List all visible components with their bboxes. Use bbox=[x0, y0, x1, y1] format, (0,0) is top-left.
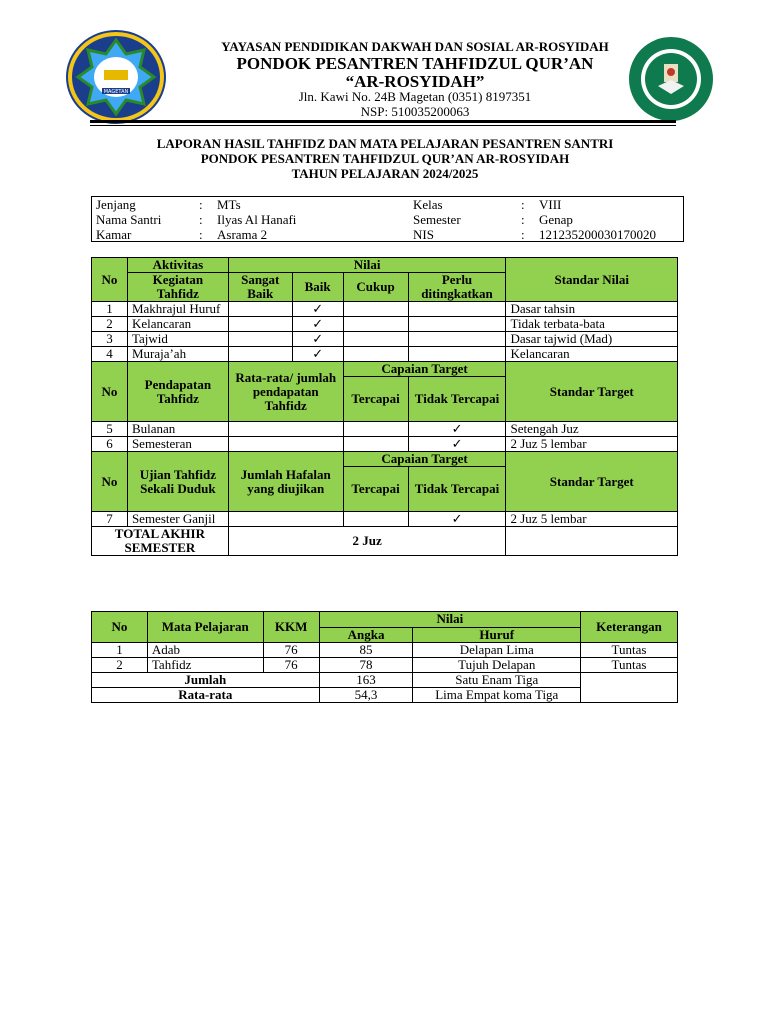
col-nilai: Nilai bbox=[228, 258, 506, 273]
table-row bbox=[92, 347, 678, 362]
row-huruf: Tujuh Delapan bbox=[413, 658, 581, 673]
value-semester: Genap bbox=[539, 212, 573, 227]
col-huruf: Huruf bbox=[413, 627, 581, 643]
jumlah-row bbox=[92, 673, 678, 688]
row-keterangan: Tuntas bbox=[581, 658, 678, 673]
row-standar: 2 Juz 5 lembar bbox=[506, 512, 678, 527]
table-row bbox=[92, 437, 678, 452]
row-kkm: 76 bbox=[263, 643, 319, 658]
row-pendapatan: Semesteran bbox=[127, 437, 228, 452]
svg-text:MAGETAN: MAGETAN bbox=[103, 89, 129, 95]
col-keterangan: Keterangan bbox=[581, 612, 678, 643]
total-value: 2 Juz bbox=[228, 527, 506, 556]
col-no: No bbox=[92, 452, 128, 512]
row-standar: Dasar tajwid (Mad) bbox=[506, 332, 678, 347]
col-no: No bbox=[92, 362, 128, 422]
col-sangat-baik: Sangat Baik bbox=[228, 273, 292, 302]
pesantren-name-quote: “AR-ROSYIDAH” bbox=[345, 72, 485, 91]
row-mapel: Adab bbox=[147, 643, 263, 658]
value-jenjang: MTs bbox=[217, 197, 241, 212]
sep: : bbox=[199, 212, 203, 227]
pesantren-name: PONDOK PESANTREN TAHFIDZUL QUR’AN bbox=[236, 54, 594, 73]
rata-label: Rata-rata bbox=[92, 688, 320, 703]
col-no: No bbox=[92, 612, 148, 643]
row-no: 4 bbox=[92, 347, 128, 362]
student-info-box bbox=[91, 196, 684, 242]
total-label: TOTAL AKHIR SEMESTER bbox=[92, 527, 229, 556]
sep: : bbox=[521, 197, 525, 212]
header-divider-thin bbox=[90, 125, 676, 126]
row-no: 1 bbox=[92, 643, 148, 658]
col-baik: Baik bbox=[292, 273, 343, 302]
tahfidz-table bbox=[91, 257, 678, 556]
col-kkm: KKM bbox=[263, 612, 319, 643]
table-row bbox=[92, 658, 678, 673]
table-row bbox=[92, 643, 678, 658]
table-row bbox=[92, 332, 678, 347]
sep: : bbox=[521, 227, 525, 242]
row-kegiatan: Tajwid bbox=[127, 332, 228, 347]
label-nama: Nama Santri bbox=[96, 212, 162, 227]
col-mapel: Mata Pelajaran bbox=[147, 612, 263, 643]
col-aktivitas: Aktivitas bbox=[127, 258, 228, 273]
label-semester: Semester bbox=[413, 212, 461, 227]
row-no: 3 bbox=[92, 332, 128, 347]
row-kegiatan: Muraja’ah bbox=[127, 347, 228, 362]
row-standar: Setengah Juz bbox=[506, 422, 678, 437]
sep: : bbox=[521, 212, 525, 227]
header-divider bbox=[90, 120, 676, 123]
check-icon: ✓ bbox=[292, 317, 343, 332]
row-mapel: Tahfidz bbox=[147, 658, 263, 673]
row-kegiatan: Makhrajul Huruf bbox=[127, 302, 228, 317]
jumlah-huruf: Satu Enam Tiga bbox=[413, 673, 581, 688]
row-kkm: 76 bbox=[263, 658, 319, 673]
row-angka: 85 bbox=[319, 643, 413, 658]
col-tidak-tercapai: Tidak Tercapai bbox=[408, 377, 506, 422]
col-standar-target: Standar Target bbox=[506, 362, 678, 422]
row-angka: 78 bbox=[319, 658, 413, 673]
academic-year: TAHUN PELAJARAN 2024/2025 bbox=[291, 166, 479, 181]
row-pendapatan: Bulanan bbox=[127, 422, 228, 437]
label-nis: NIS bbox=[413, 227, 434, 242]
col-tercapai: Tercapai bbox=[343, 377, 408, 422]
row-standar: Dasar tahsin bbox=[506, 302, 678, 317]
check-icon: ✓ bbox=[292, 332, 343, 347]
col-no: No bbox=[92, 258, 128, 302]
table-row bbox=[92, 422, 678, 437]
row-huruf: Delapan Lima bbox=[413, 643, 581, 658]
row-no: 7 bbox=[92, 512, 128, 527]
col-angka: Angka bbox=[319, 627, 413, 643]
row-standar: 2 Juz 5 lembar bbox=[506, 437, 678, 452]
col-capaian: Capaian Target bbox=[343, 362, 506, 377]
value-kelas: VIII bbox=[539, 197, 562, 212]
row-standar: Tidak terbata-bata bbox=[506, 317, 678, 332]
value-nis: 121235200030170020 bbox=[539, 227, 656, 242]
row-ujian: Semester Ganjil bbox=[127, 512, 228, 527]
row-no: 2 bbox=[92, 317, 128, 332]
col-tercapai: Tercapai bbox=[343, 467, 408, 512]
jumlah-angka: 163 bbox=[319, 673, 413, 688]
address: Jln. Kawi No. 24B Magetan (0351) 8197351 bbox=[298, 89, 532, 104]
col-pendapatan: Pendapatan Tahfidz bbox=[127, 362, 228, 422]
rata-huruf: Lima Empat koma Tiga bbox=[413, 688, 581, 703]
col-perlu: Perlu ditingkatkan bbox=[408, 273, 506, 302]
mapel-table bbox=[91, 611, 678, 703]
col-capaian: Capaian Target bbox=[343, 452, 506, 467]
check-icon: ✓ bbox=[408, 437, 506, 452]
nsp: NSP: 510035200063 bbox=[360, 104, 470, 119]
value-kamar: Asrama 2 bbox=[217, 227, 268, 242]
col-rata: Rata-rata/ jumlah pendapatan Tahfidz bbox=[228, 362, 343, 422]
table-row bbox=[92, 512, 678, 527]
check-icon: ✓ bbox=[292, 302, 343, 317]
row-no: 5 bbox=[92, 422, 128, 437]
label-jenjang: Jenjang bbox=[96, 197, 136, 212]
col-nilai: Nilai bbox=[319, 612, 580, 628]
table-row bbox=[92, 302, 678, 317]
table-row bbox=[92, 317, 678, 332]
total-row bbox=[92, 527, 678, 556]
report-title: LAPORAN HASIL TAHFIDZ DAN MATA PELAJARAN PESANTREN SANTRI bbox=[156, 136, 614, 151]
jumlah-label: Jumlah bbox=[92, 673, 320, 688]
col-kegiatan: Kegiatan Tahfidz bbox=[127, 273, 228, 302]
report-subtitle: PONDOK PESANTREN TAHFIDZUL QUR’AN AR-ROSYIDAH bbox=[200, 151, 570, 166]
label-kelas: Kelas bbox=[413, 197, 443, 212]
row-no: 2 bbox=[92, 658, 148, 673]
yayasan-logo bbox=[66, 30, 166, 124]
sep: : bbox=[199, 197, 203, 212]
row-keterangan: Tuntas bbox=[581, 643, 678, 658]
row-no: 1 bbox=[92, 302, 128, 317]
value-nama: Ilyas Al Hanafi bbox=[217, 212, 297, 227]
col-tidak-tercapai: Tidak Tercapai bbox=[408, 467, 506, 512]
rata-angka: 54,3 bbox=[319, 688, 413, 703]
col-ujian: Ujian Tahfidz Sekali Duduk bbox=[127, 452, 228, 512]
label-kamar: Kamar bbox=[96, 227, 132, 242]
col-standar-target: Standar Target bbox=[506, 452, 678, 512]
check-icon: ✓ bbox=[408, 422, 506, 437]
col-jumlah-hafalan: Jumlah Hafalan yang diujikan bbox=[228, 452, 343, 512]
check-icon: ✓ bbox=[292, 347, 343, 362]
row-standar: Kelancaran bbox=[506, 347, 678, 362]
check-icon: ✓ bbox=[408, 512, 506, 527]
col-standar-nilai: Standar Nilai bbox=[506, 258, 678, 302]
row-kegiatan: Kelancaran bbox=[127, 317, 228, 332]
row-no: 6 bbox=[92, 437, 128, 452]
col-cukup: Cukup bbox=[343, 273, 408, 302]
sep: : bbox=[199, 227, 203, 242]
org-name: YAYASAN PENDIDIKAN DAKWAH DAN SOSIAL AR-ROSYIDAH bbox=[221, 39, 609, 54]
